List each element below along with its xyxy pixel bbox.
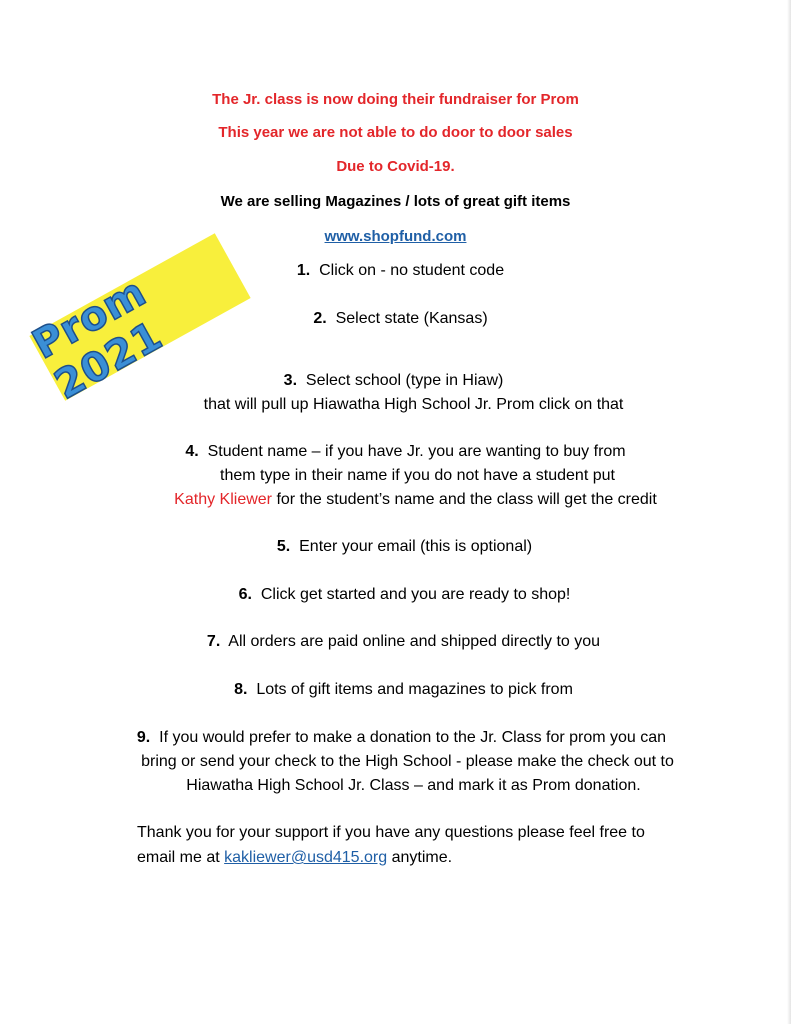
step-number: 8. xyxy=(234,681,248,698)
step-text: Lots of gift items and magazines to pick from xyxy=(256,681,573,698)
step-4-line-2: them type in their name if you do not have a student put xyxy=(220,467,615,484)
step-number: 6. xyxy=(238,586,252,603)
step-number: 9. xyxy=(136,729,151,746)
step-number: 4. xyxy=(185,443,199,460)
heading-no-door-sales: This year we are not able to do door to door sales xyxy=(218,124,573,141)
step-4-line-3 xyxy=(20,490,791,510)
step-text: Student name – if you have Jr. you are wanting to buy from xyxy=(207,443,626,460)
step-3-line-2: that will pull up Hiawatha High School Jr. Prom click on that xyxy=(203,396,624,413)
closing-line-1: Thank you for your support if you have any questions please feel free to xyxy=(137,824,645,841)
closing-pre: email me at xyxy=(137,849,225,866)
step-4-line-3-rest: for the student’s name and the class will get the credit xyxy=(272,491,657,508)
step-5 xyxy=(9,537,791,557)
step-text: Click get started and you are ready to shop! xyxy=(260,586,571,603)
step-text: All orders are paid online and shipped directly to you xyxy=(228,633,601,650)
sticker-text: Prom 2021 xyxy=(24,268,171,409)
step-number: 1. xyxy=(296,262,311,279)
step-number: 5. xyxy=(276,538,291,555)
step-number: 7. xyxy=(206,633,221,650)
step-text: If you would prefer to make a donation to the Jr. Class for prom you can xyxy=(159,729,667,746)
step-8 xyxy=(8,680,791,700)
step-9-line-2: bring or send your check to the High School - please make the check out to xyxy=(141,753,674,770)
step-3 xyxy=(0,371,789,391)
step-7 xyxy=(8,632,791,652)
website-line xyxy=(0,227,791,247)
page-edge-shadow xyxy=(787,0,791,1024)
step-text: Enter your email (this is optional) xyxy=(299,538,533,555)
heading-covid: Due to Covid-19. xyxy=(336,158,455,175)
heading-selling: We are selling Magazines / lots of great gift items xyxy=(220,193,571,210)
email-link[interactable]: kakliewer@usd415.org xyxy=(224,849,388,866)
step-9 xyxy=(6,728,791,748)
step-number: 2. xyxy=(313,310,327,327)
student-name-highlight: Kathy Kliewer xyxy=(174,491,272,508)
step-1 xyxy=(5,261,791,281)
closing-post: anytime. xyxy=(387,849,453,866)
step-9-line-3: Hiawatha High School Jr. Class – and mark it as Prom donation. xyxy=(186,777,641,794)
step-6 xyxy=(9,585,791,605)
closing-line-2 xyxy=(137,848,452,868)
website-link[interactable]: www.shopfund.com xyxy=(324,228,467,245)
heading-fundraiser: The Jr. class is now doing their fundraiser for Prom xyxy=(212,91,579,108)
step-text: Select school (type in Hiaw) xyxy=(305,372,504,389)
step-text: Click on - no student code xyxy=(319,262,505,279)
step-number: 3. xyxy=(283,372,298,389)
step-text: Select state (Kansas) xyxy=(335,310,488,327)
step-2 xyxy=(5,309,791,329)
step-4 xyxy=(10,442,791,462)
